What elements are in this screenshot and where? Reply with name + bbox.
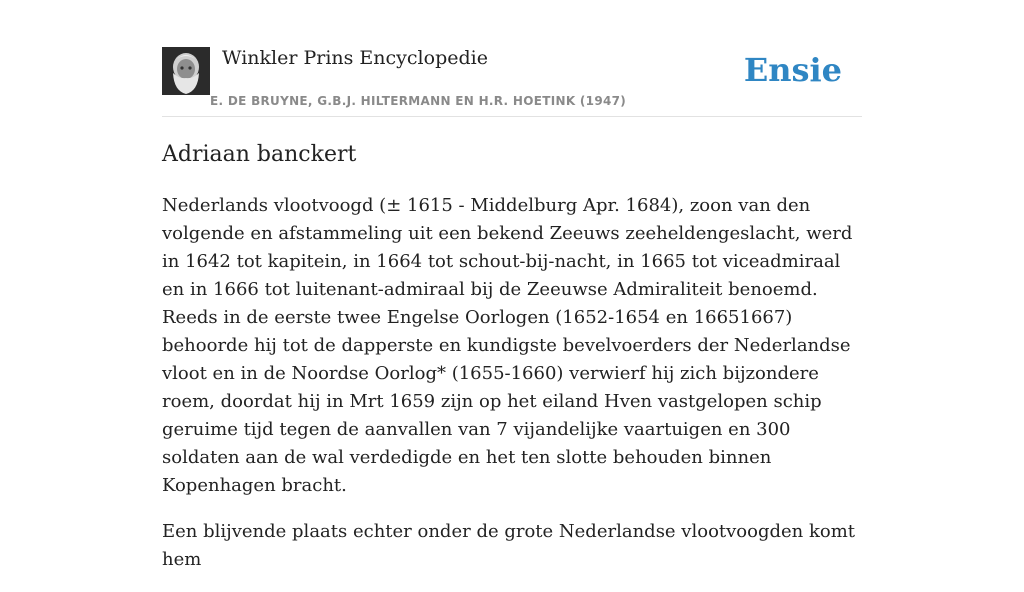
- article-paragraph: Een blijvende plaats echter onder de grote Nederlandse vlootvoogden komt hem: [162, 521, 856, 570]
- article-paragraph: Nederlands vlootvoogd (± 1615 - Middelburg Apr. 1684), zoon van den volgende en afstammeling uit een bekend Zeeuws zeeheldengeslacht, werd in 1642 tot kapitein, in 1664 tot schout-bij-nacht, in 1665 tot viceadmiraal en in 1666 tot luitenant-admiraal bij de Zeeuwse Admiraliteit benoemd. Reeds in de eerste twee Engelse Oorlogen (1652-1654 en 16651667) behoorde hij tot de dapperste en kundigste bevelvoerders der Nederlandse vloot en in de Noordse Oorlog* (1655-1660) verwierf hij zich bijzondere roem, doordat hij in Mrt 1659 zijn op het eiland Hven vastgelopen schip geruime tijd tegen de aanvallen van 7 vijandelijke vaartuigen en 300 soldaten aan de wal verdedigde en het ten slotte behouden binnen Kopenhagen bracht.: [162, 195, 853, 496]
- article-title: Adriaan banckert: [162, 142, 357, 167]
- source-header: [162, 46, 862, 117]
- author-portrait-icon: [162, 47, 210, 95]
- author-avatar[interactable]: [162, 47, 210, 95]
- ensie-logo-link[interactable]: Ensie: [743, 51, 842, 89]
- article-body: [162, 192, 862, 592]
- source-title[interactable]: Winkler Prins Encyclopedie: [222, 47, 488, 69]
- source-authors: E. DE BRUYNE, G.B.J. HILTERMANN EN H.R. HOETINK (1947): [210, 94, 627, 108]
